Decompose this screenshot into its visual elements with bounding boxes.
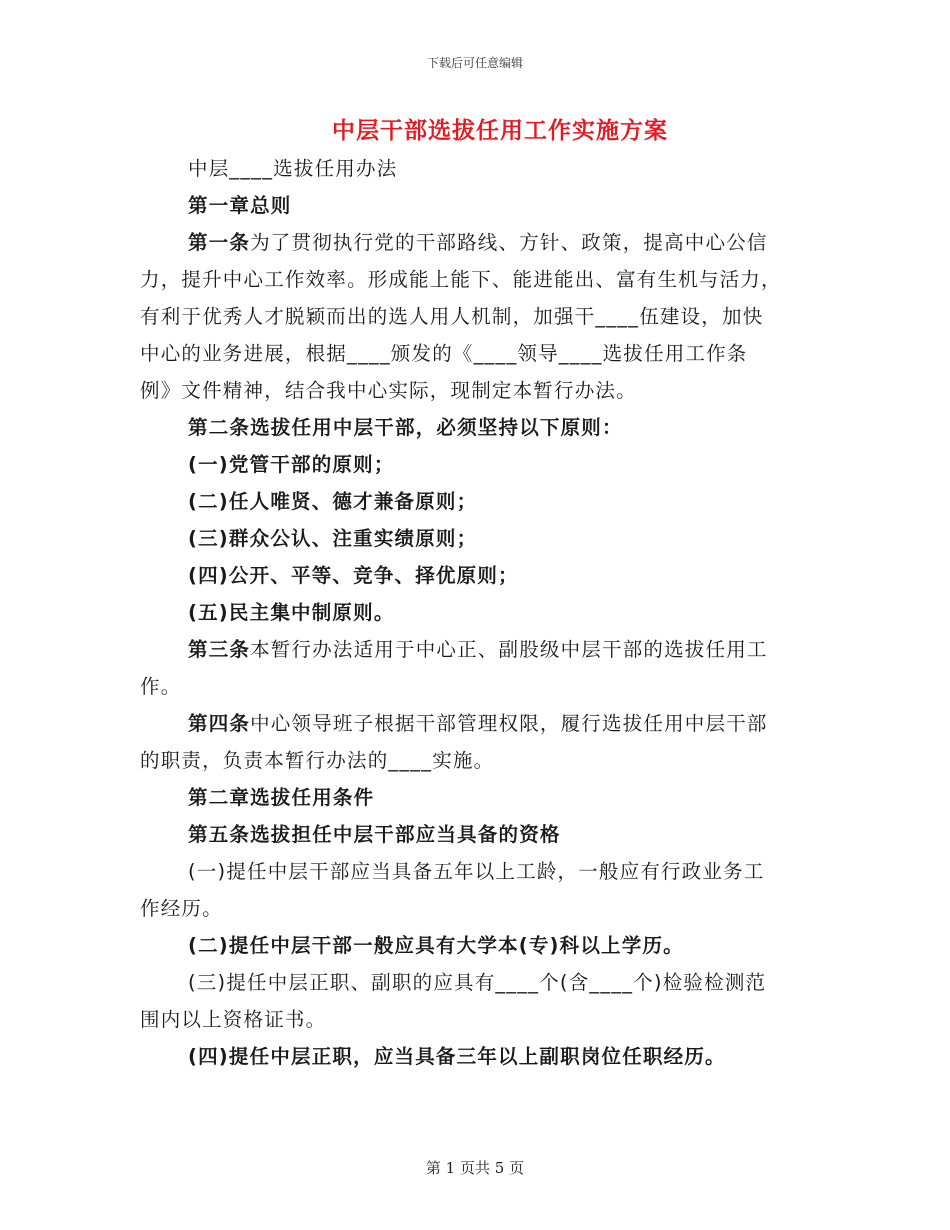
document-title: 中层干部选拔任用工作实施方案 <box>332 118 668 144</box>
article-3-line-1: 第三条本暂行办法适用于中心正、副股级中层干部的选拔任用工 <box>188 638 768 661</box>
qualification-4: (四)提任中层正职，应当具备三年以上副职岗位任职经历。 <box>188 1045 726 1068</box>
article-4-line-1: 第四条中心领导班子根据干部管理权限，履行选拔任用中层干部 <box>188 712 768 735</box>
principle-5: (五)民主集中制原则。 <box>188 601 395 624</box>
qualification-3-line-1: (三)提任中层正职、副职的应具有____个(含____个)检验检测范 <box>188 971 767 994</box>
chapter-1-heading: 第一章总则 <box>188 194 292 217</box>
principle-1: (一)党管干部的原则； <box>188 453 395 476</box>
article-1-lead: 第一条 <box>188 231 251 254</box>
principle-2: (二)任人唯贤、德才兼备原则； <box>188 490 478 513</box>
article-3-line-2: 作。 <box>140 675 182 698</box>
article-1-line-3: 有利于优秀人才脱颖而出的选人用人机制，加强干____伍建设，加快 <box>140 305 764 328</box>
qualification-2: (二)提任中层干部一般应具有大学本(专)科以上学历。 <box>188 934 684 957</box>
subtitle-line: 中层____选拔任用办法 <box>188 157 398 180</box>
article-2: 第二条选拔任用中层干部，必须坚持以下原则： <box>188 416 623 439</box>
article-1-line-5: 例》文件精神，结合我中心实际，现制定本暂行办法。 <box>140 379 637 402</box>
principle-4: (四)公开、平等、竞争、择优原则； <box>188 564 519 587</box>
article-5: 第五条选拔担任中层干部应当具备的资格 <box>188 823 561 846</box>
qualification-3-line-2: 围内以上资格证书。 <box>140 1008 327 1031</box>
chapter-2-heading: 第二章选拔任用条件 <box>188 786 375 809</box>
article-4-line-2: 的职责，负责本暂行办法的____实施。 <box>140 749 495 772</box>
document-body <box>140 150 810 1075</box>
qualification-1-line-1: (一)提任中层干部应当具备五年以上工龄，一般应有行政业务工 <box>188 860 765 883</box>
principle-3: (三)群众公认、注重实绩原则； <box>188 527 478 550</box>
page-header: 下载后可任意编辑 <box>426 56 523 70</box>
article-3-lead: 第三条 <box>188 638 251 661</box>
article-1-line-1: 第一条为了贯彻执行党的干部路线、方针、政策，提高中心公信 <box>188 231 768 254</box>
article-1-line-4: 中心的业务进展，根据____颁发的《____领导____选拔任用工作条 <box>140 342 748 365</box>
page-footer: 第 1 页共 5 页 <box>425 1159 525 1177</box>
article-4-lead: 第四条 <box>188 712 251 735</box>
article-1-line-2: 力，提升中心工作效率。形成能上能下、能进能出、富有生机与活力， <box>140 268 782 291</box>
qualification-1-line-2: 作经历。 <box>140 897 223 920</box>
